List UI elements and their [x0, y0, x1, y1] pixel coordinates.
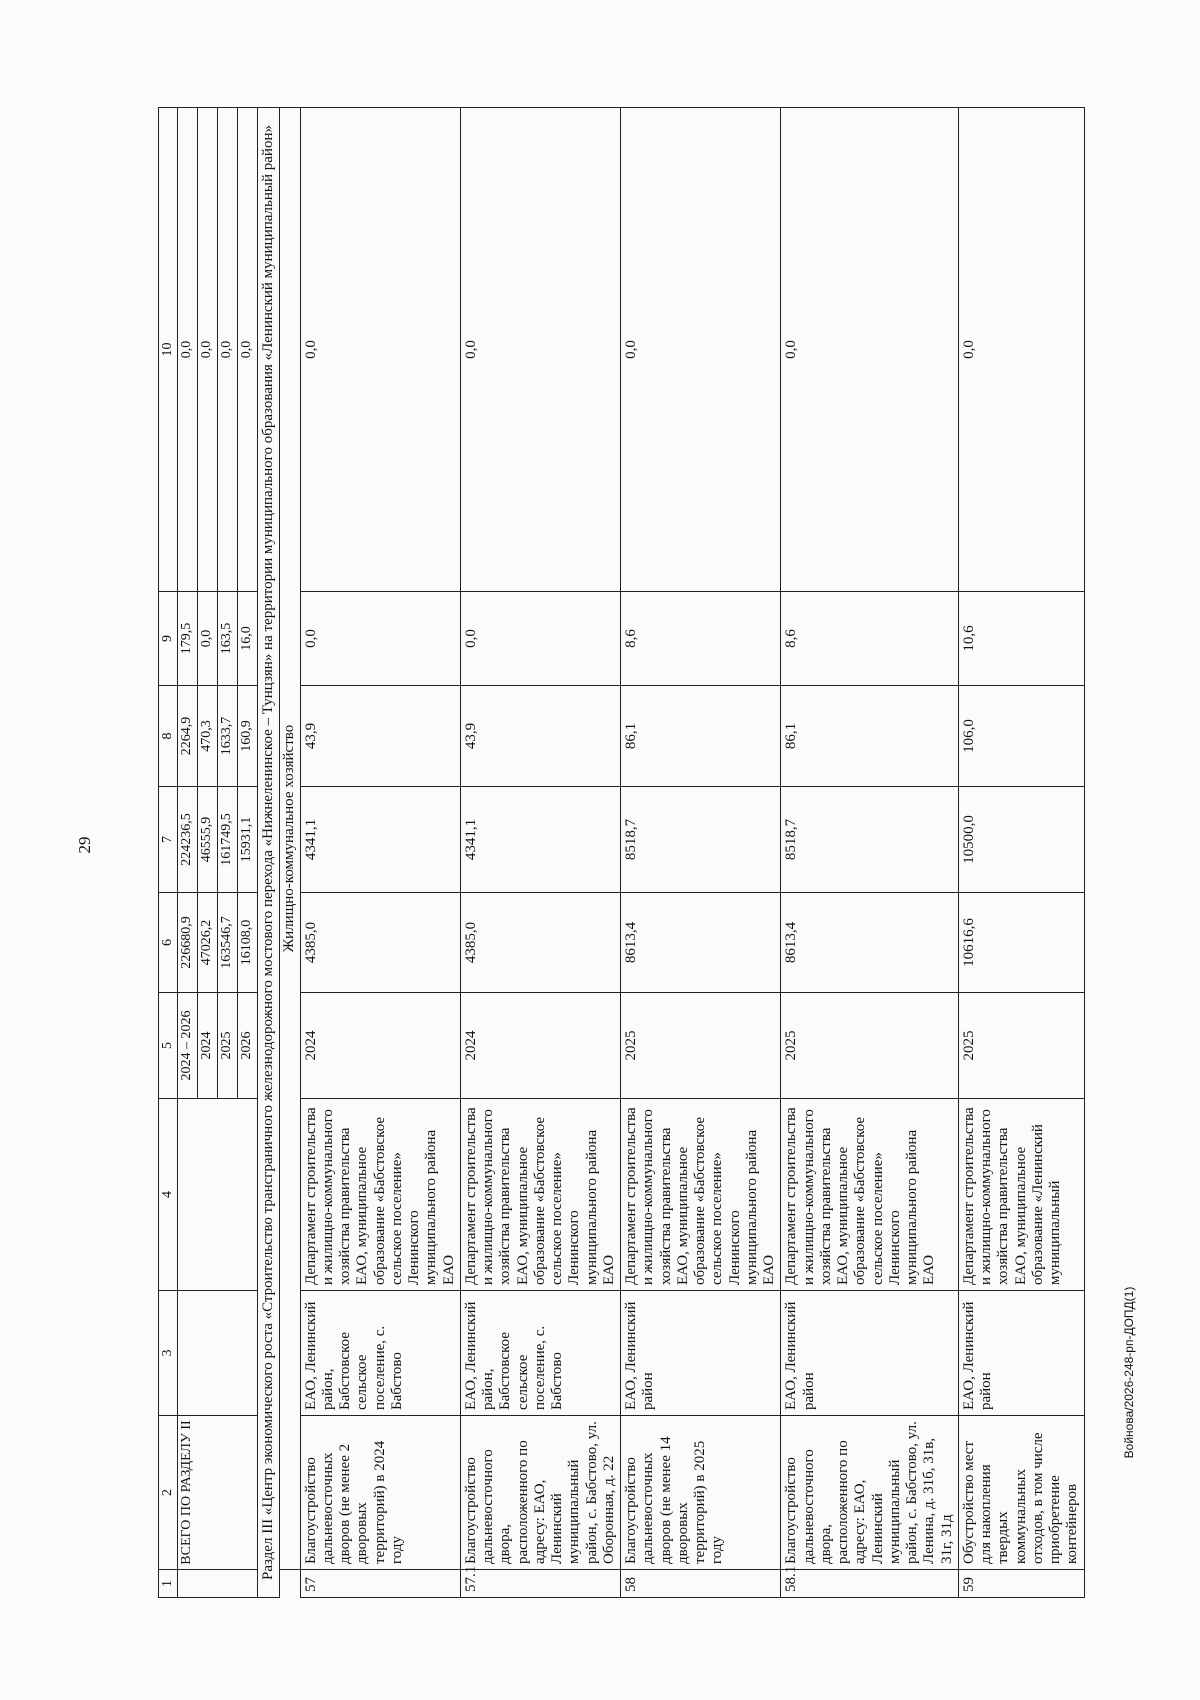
row-value: 8613,4: [621, 893, 781, 993]
section-title-row: [258, 108, 280, 1598]
column-number: 1: [159, 1570, 178, 1598]
subtitle-blank-cell: [280, 1570, 300, 1598]
section-subtitle: Жилищно-коммунальное хозяйство: [280, 108, 300, 1570]
total-value: 224236,5: [178, 787, 198, 893]
total-value: 226680,9: [178, 893, 198, 993]
column-number: 2: [159, 1416, 178, 1570]
row-value: 106,0: [958, 686, 1084, 787]
row-executor: Департамент строительства и жилищно-коммунального хозяйства правительства ЕАО, муниципальное образование «Бабстовское сельское поселение» Ленинского муниципального района ЕАО: [781, 1099, 959, 1291]
row-executor: Департамент строительства и жилищно-коммунального хозяйства правительства ЕАО, муниципальное образование «Бабстовское сельское поселение» Ленинского муниципального района ЕАО: [300, 1099, 460, 1291]
total-value: 47026,2: [198, 893, 218, 993]
total-value: 16,0: [238, 592, 258, 686]
total-value: 15931,1: [238, 787, 258, 893]
column-number: 3: [159, 1291, 178, 1416]
row-location: ЕАО, Ленинский район: [958, 1291, 1084, 1416]
row-value: 10500,0: [958, 787, 1084, 893]
total-value: 179,5: [178, 592, 198, 686]
total-value: 0,0: [178, 108, 198, 592]
row-name: Благоустройство дальневосточных дворов (не менее 14 дворовых территорий) в 2025 году: [621, 1416, 781, 1570]
row-number: 57: [300, 1570, 460, 1598]
row-value: 4385,0: [300, 893, 460, 993]
total-value: 161749,5: [218, 787, 238, 893]
row-year: 2025: [781, 993, 959, 1099]
row-executor: Департамент строительства и жилищно-коммунального хозяйства правительства ЕАО, муниципальное образование «Бабстовское сельское поселение» Ленинского муниципального района ЕАО: [621, 1099, 781, 1291]
table-row: [621, 108, 781, 1598]
row-value: 10,6: [958, 592, 1084, 686]
row-value: 0,0: [621, 108, 781, 592]
total-blank-cell: [178, 1099, 258, 1291]
footer-code: [1118, 1145, 1140, 1600]
row-year: 2025: [958, 993, 1084, 1099]
column-number: 7: [159, 787, 178, 893]
row-executor: Департамент строительства и жилищно-коммунального хозяйства правительства ЕАО, муниципальное образование «Ленинский муниципальный: [958, 1099, 1084, 1291]
row-location: ЕАО, Ленинский район: [621, 1291, 781, 1416]
row-value: 86,1: [621, 686, 781, 787]
rotated-table-frame: [158, 108, 1081, 1598]
column-number: 10: [159, 108, 178, 592]
row-value: 8518,7: [621, 787, 781, 893]
row-value: 86,1: [781, 686, 959, 787]
row-value: 43,9: [300, 686, 460, 787]
total-year: 2024 – 2026: [178, 993, 198, 1099]
total-value: 0,0: [238, 108, 258, 592]
row-value: 8518,7: [781, 787, 959, 893]
section-title: Раздел III «Центр экономического роста «Строительство трансграничного железнодорожного мостового перехода «Нижнеленинское – Тунцзян» на территории муниципального образования «Ленинский муниципальный район»: [258, 108, 280, 1598]
row-location: ЕАО, Ленинский район, Бабстовское сельское поселение, с. Бабстово: [300, 1291, 460, 1416]
row-value: 4385,0: [460, 893, 620, 993]
total-blank-cell: [178, 1291, 258, 1416]
total-label: ВСЕГО ПО РАЗДЕЛУ II: [178, 1416, 258, 1570]
total-value: 163,5: [218, 592, 238, 686]
row-year: 2024: [460, 993, 620, 1099]
total-value: 2264,9: [178, 686, 198, 787]
total-value: 46555,9: [198, 787, 218, 893]
row-year: 2024: [300, 993, 460, 1099]
row-name: Благоустройство дальневосточного двора, расположенного по адресу: ЕАО, Ленинский муниципальный район, с. Бабстово, ул. Ленина, д. 31б, 31в, 31г, 31д: [781, 1416, 959, 1570]
row-location: ЕАО, Ленинский район: [781, 1291, 959, 1416]
section-subtitle-row: [280, 108, 300, 1598]
row-value: 0,0: [460, 592, 620, 686]
row-value: 43,9: [460, 686, 620, 787]
page-number-text: 29: [75, 836, 94, 854]
row-value: 0,0: [781, 108, 959, 592]
total-value: 470,3: [198, 686, 218, 787]
row-value: 0,0: [300, 592, 460, 686]
total-value: 160,9: [238, 686, 258, 787]
total-value: 163546,7: [218, 893, 238, 993]
row-value: 0,0: [460, 108, 620, 592]
column-number: 9: [159, 592, 178, 686]
budget-table: [158, 107, 1085, 1598]
row-number: 59: [958, 1570, 1084, 1598]
row-number: 58: [621, 1570, 781, 1598]
column-number: 4: [159, 1099, 178, 1291]
total-value: 0,0: [198, 108, 218, 592]
column-number: 5: [159, 993, 178, 1099]
row-number: 58.1: [781, 1570, 959, 1598]
column-number-row: [159, 108, 178, 1598]
total-value: 0,0: [198, 592, 218, 686]
total-row: [178, 108, 198, 1598]
total-year: 2026: [238, 993, 258, 1099]
total-value: 1633,7: [218, 686, 238, 787]
row-value: 8,6: [781, 592, 959, 686]
table-row: [460, 108, 620, 1598]
row-value: 4341,1: [460, 787, 620, 893]
table-row: [300, 108, 460, 1598]
row-value: 10616,6: [958, 893, 1084, 993]
row-number: 57.1: [460, 1570, 620, 1598]
column-number: 8: [159, 686, 178, 787]
total-year: 2024: [198, 993, 218, 1099]
row-value: 4341,1: [300, 787, 460, 893]
total-year: 2025: [218, 993, 238, 1099]
row-name: Обустройство мест для накопления твердых коммунальных отходов, в том числе приобретение контейнеров: [958, 1416, 1084, 1570]
row-executor: Департамент строительства и жилищно-коммунального хозяйства правительства ЕАО, муниципальное образование «Бабстовское сельское поселение» Ленинского муниципального района ЕАО: [460, 1099, 620, 1291]
row-value: 8613,4: [781, 893, 959, 993]
table-row: [958, 108, 1084, 1598]
table-container: [158, 108, 1081, 1598]
total-value: 0,0: [218, 108, 238, 592]
row-year: 2025: [621, 993, 781, 1099]
row-value: 8,6: [621, 592, 781, 686]
row-name: Благоустройство дальневосточного двора, расположенного по адресу: ЕАО, Ленинский муниципальный район, с. Бабстово, ул. Оборонная, д. 22: [460, 1416, 620, 1570]
column-number: 6: [159, 893, 178, 993]
row-location: ЕАО, Ленинский район, Бабстовское сельское поселение, с. Бабстово: [460, 1291, 620, 1416]
page-number: [70, 822, 100, 868]
footer-code-text: Войнова/2026-248-рп-ДОПД(1): [1122, 1286, 1136, 1459]
row-value: 0,0: [958, 108, 1084, 592]
table-row: [781, 108, 959, 1598]
total-blank-cell: [178, 1570, 258, 1598]
total-value: 16108,0: [238, 893, 258, 993]
row-name: Благоустройство дальневосточных дворов (не менее 2 дворовых территорий) в 2024 году: [300, 1416, 460, 1570]
row-value: 0,0: [300, 108, 460, 592]
